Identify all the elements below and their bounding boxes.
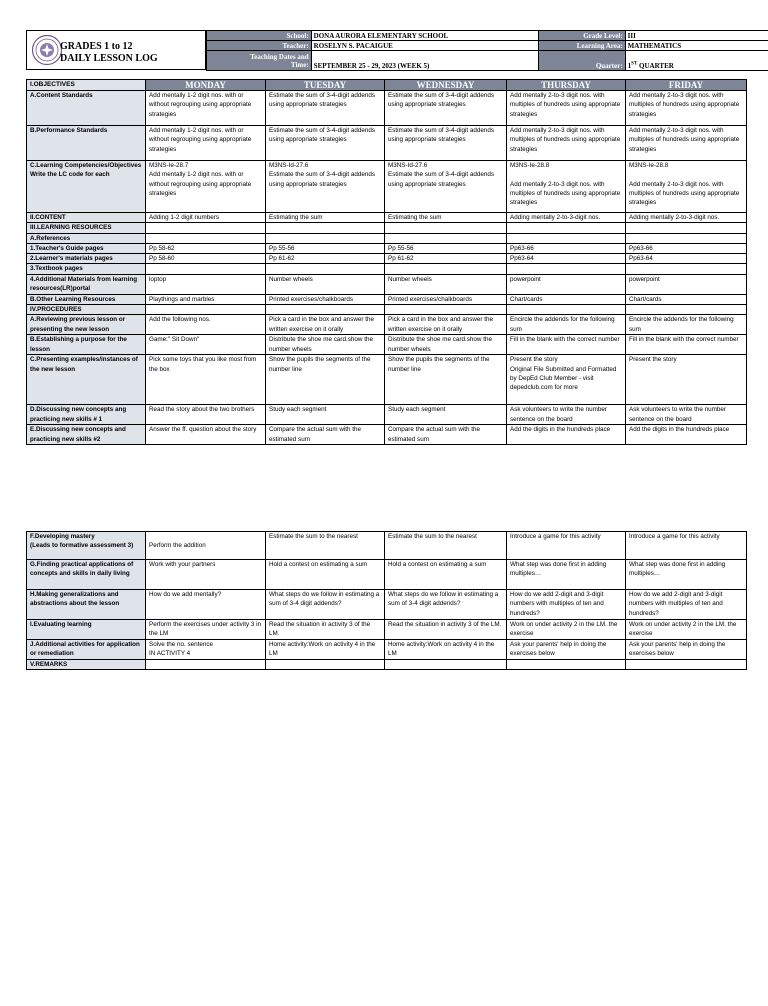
row-label: J.Additional activities for application or remediation [27,640,146,660]
row-label: II.CONTENT [27,213,146,223]
table-cell: Printed exercises/chalkboards [385,294,507,304]
table-cell [385,233,507,243]
teacher-label: Teacher: [207,41,312,51]
table-cell [626,233,747,243]
table-cell: Work on under activity 2 in the LM. the exercise [507,620,626,640]
table-cell [385,264,507,274]
table-cell: Perform the exercises under activity 3 in the LM [146,620,266,640]
quarter-text: QUARTER [637,62,674,70]
quarter-value [625,51,768,71]
table-cell: Chart/cards [507,294,626,304]
table-row [27,405,747,425]
logo-box [26,30,206,70]
row-label: G.Finding practical applications of concepts and skills in daily living [27,560,146,590]
table-cell: Adding mentally 2-to-3-digit nos. [626,213,747,223]
logo-line-2: DAILY LESSON LOG [60,53,158,64]
dates-label-line-1: Teaching Dates and [250,52,309,61]
row-label: B.Performance Standards [27,126,146,161]
lesson-log-table-1 [26,79,747,445]
table-cell: Ask your parents' help in doing the exercises below [626,640,747,660]
table-cell: Pp 58-60 [146,254,266,264]
table-row [27,233,747,243]
table-cell: Ask your parents' help in doing the exercises below [507,640,626,660]
row-label: C.Presenting examples/instances of the new lesson [27,355,146,405]
logo-line-1: GRADES 1 to 12 [60,41,133,52]
row-label: IV.PROCEDURES [27,305,146,315]
table-cell [626,660,747,670]
table-cell: Hold a contest on estimating a sum [385,560,507,590]
school-value: DONA AURORA ELEMENTARY SCHOOL [311,31,538,41]
table-cell: Add mentally 1-2 digit nos. with or without regrouping using appropriate strategies [146,126,266,161]
area-value: MATHEMATICS [625,41,768,51]
table-cell [626,223,747,233]
table-cell: Solve the no. sentence IN ACTIVITY 4 [146,640,266,660]
table-cell: M3NS-Id-27.6 Estimate the sum of 3-4-digit addends using appropriate strategies [385,161,507,213]
table-cell: Estimate the sum of 3-4-digit addends using appropriate strategies [385,126,507,161]
table-cell [266,233,385,243]
days-header-row [27,80,747,91]
day-friday: FRIDAY [626,80,747,91]
row-label: 1.Teacher's Guide pages [27,243,146,253]
table-cell: M3NS-Id-27.6 Estimate the sum of 3-4-digit addends using appropriate strategies [266,161,385,213]
table-row [27,91,747,126]
row-label: 3.Textbook pages [27,264,146,274]
table-row [27,640,747,660]
table-cell: Show the pupils the segments of the number line [385,355,507,405]
table-row [27,355,747,405]
table-cell: M3NS-Ie-28.8 Add mentally 2-to-3 digit nos. with multiples of hundreds using appropriate strategies [626,161,747,213]
table-cell: Playthings and marbles [146,294,266,304]
table-cell [507,660,626,670]
table-cell: Encircle the addends for the following sum [626,315,747,335]
teacher-value: ROSELYN S. PACAIGUE [311,41,538,51]
table-cell: Hold a contest on estimating a sum [266,560,385,590]
quarter-number: 1 [627,62,632,70]
table-row [27,294,747,304]
row-label: A.Content Standards [27,91,146,126]
dates-label [207,51,312,71]
table-cell [266,264,385,274]
table-cell: How do we add mentally? [146,590,266,620]
header [26,30,768,70]
table-row [27,315,747,335]
table-cell: Distribute the shoe me card.show the number wheels [266,335,385,355]
row-label: V.REMARKS [27,660,146,670]
day-wednesday: WEDNESDAY [385,80,507,91]
table-cell: Present the story Original File Submitted and Formatted by DepEd Club Member - visit depedclub.com for more [507,355,626,405]
lesson-log-table-2 [26,531,747,670]
row-label: H.Making generalizations and abstractions about the lesson [27,590,146,620]
table-row [27,425,747,445]
quarter-label: Quarter: [538,51,625,71]
table-cell: Estimate the sum to the nearest [266,532,385,560]
table-cell: Perform the addition [146,532,266,560]
table-row [27,213,747,223]
table-row [27,560,747,590]
table-row [27,223,747,233]
table-row [27,264,747,274]
row-label: 4.Additional Materials from learning resources(LR)portal [27,274,146,294]
row-label: B.Other Learning Resources [27,294,146,304]
table-cell: Add mentally 2-to-3 digit nos. with multiples of hundreds using appropriate strategies [507,126,626,161]
table-cell [385,223,507,233]
table-cell: Pp 55-56 [385,243,507,253]
table-row [27,161,747,213]
row-label: I.Evaluating learning [27,620,146,640]
table-cell: Pp63-64 [507,254,626,264]
table-cell: Pick some toys that you like most from the box [146,355,266,405]
table-row [27,590,747,620]
table-cell [507,264,626,274]
row-label: 2.Learner's materials pages [27,254,146,264]
table-cell: Present the story [626,355,747,405]
table-cell [266,660,385,670]
table-cell: Fill in the blank with the correct number [626,335,747,355]
table-cell: Adding mentally 2-to-3-digit nos. [507,213,626,223]
table-row [27,305,747,315]
row-label: A.References [27,233,146,243]
table-cell: Encircle the addends for the following sum [507,315,626,335]
dates-label-line-2: Time: [290,60,309,69]
table-cell: M3NS-Ie-28.7 Add mentally 1-2 digit nos. with or without regrouping using appropriate strategies [146,161,266,213]
row-label: C.Learning Competencies/Objectives Write the LC code for each [27,161,146,213]
row-label: A.Reviewing previous lesson or presenting the new lesson [27,315,146,335]
table-cell: Show the pupils the segments of the number line [266,355,385,405]
table-row [27,335,747,355]
school-label: School: [207,31,312,41]
grade-label: Grade Level: [538,31,625,41]
table-cell: Fill in the blank with the correct number [507,335,626,355]
quarter-suffix: ST [631,61,638,67]
table-cell: Read the story about the two brothers [146,405,266,425]
table-cell [626,264,747,274]
lesson-log-body-1 [27,91,747,445]
table-cell: M3NS-Ie-28.8 Add mentally 2-to-3 digit nos. with multiples of hundreds using appropriate strategies [507,161,626,213]
table-cell: Estimate the sum to the nearest [385,532,507,560]
table-cell [146,223,266,233]
area-label: Learning Area: [538,41,625,51]
table-cell: Number wheels [266,274,385,294]
table-cell: Read the situation in activity 3 of the LM. [266,620,385,640]
logo-text [60,41,158,65]
table-cell: Add mentally 2-to-3 digit nos. with multiples of hundreds using appropriate strategies [626,91,747,126]
table-cell [146,264,266,274]
table-cell: Introduce a game for this activity [507,532,626,560]
table-cell: Estimate the sum of 3-4-digit addends using appropriate strategies [266,126,385,161]
table-cell: powerpoint [507,274,626,294]
table-cell: How do we add 2-digit and 3-digit numbers with multiples of ten and hundreds? [507,590,626,620]
table-cell: Pp 61-62 [385,254,507,264]
table-cell: powerpoint [626,274,747,294]
table-cell [146,305,266,315]
table-cell: Home activity:Work on activity 4 in the LM [266,640,385,660]
table-cell: Ask volunteers to write the number sentence on the board [626,405,747,425]
table-cell [626,305,747,315]
table-cell: Work on under activity 2 in the LM. the exercise [626,620,747,640]
table-cell [385,660,507,670]
table-row [27,254,747,264]
table-cell: Add mentally 2-to-3 digit nos. with multiples of hundreds using appropriate strategies [626,126,747,161]
row-label: E.Discussing new concepts and practicing new skills #2 [27,425,146,445]
table-cell [507,233,626,243]
table-cell: Add mentally 2-to-3 digit nos. with multiples of hundreds using appropriate strategies [507,91,626,126]
table-cell: Study each segment [385,405,507,425]
table-cell: Pp 55-56 [266,243,385,253]
table-row [27,532,747,560]
table-cell: What steps do we follow in estimating a sum of 3-4 digit addends? [385,590,507,620]
table-cell: Pp63-66 [626,243,747,253]
table-cell: What step was done first in adding multiples… [507,560,626,590]
table-cell: Pp63-64 [626,254,747,264]
table-cell: Read the situation in activity 3 of the LM. [385,620,507,640]
table-cell: Pp 61-62 [266,254,385,264]
row-label: III.LEARNING RESOURCES [27,223,146,233]
table-cell: Introduce a game for this activity [626,532,747,560]
row-label: F.Developing mastery (Leads to formative assessment 3) [27,532,146,560]
table-cell: Add the following nos. [146,315,266,335]
table-cell: Estimating the sum [266,213,385,223]
table-cell [266,305,385,315]
table-cell: Estimate the sum of 3-4-digit addends using appropriate strategies [385,91,507,126]
table-cell: Pp 58-62 [146,243,266,253]
day-tuesday: TUESDAY [266,80,385,91]
table-cell: Add the digits in the hundreds place [626,425,747,445]
table-cell [146,233,266,243]
table-cell: How do we add 2-digit and 3-digit numbers with multiples of ten and hundreds? [626,590,747,620]
table-row [27,660,747,670]
table-cell: What steps do we follow in estimating a sum of 3-4 digit addends? [266,590,385,620]
table-cell: Home activity:Work on activity 4 in the LM [385,640,507,660]
table-cell: Game:" Sit Down" [146,335,266,355]
table-cell [266,223,385,233]
table-cell: Ask volunteers to write the number sentence on the board [507,405,626,425]
table-cell [385,305,507,315]
table-cell: Add mentally 1-2 digit nos. with or without regrouping using appropriate strategies [146,91,266,126]
table-cell: Pick a card in the box and answer the written exercise on it orally [385,315,507,335]
table-cell: Pp63-66 [507,243,626,253]
table-cell: Adding 1-2 digit numbers [146,213,266,223]
table-row [27,243,747,253]
day-monday: MONDAY [146,80,266,91]
info-table [206,30,768,71]
table-cell: Number wheels [385,274,507,294]
table-cell: Pick a card in the box and answer the written exercise on it orally [266,315,385,335]
table-row [27,126,747,161]
row-label: D.Discussing new concepts ang practicing new skills # 1 [27,405,146,425]
table-cell: loptop [146,274,266,294]
table-cell: Estimating the sum [385,213,507,223]
dates-value: SEPTEMBER 25 - 29, 2023 (WEEK 5) [311,51,538,71]
table-cell: What step was done first in adding multiples… [626,560,747,590]
table-cell: Compare the actual sum with the estimated sum [385,425,507,445]
table-cell: Distribute the shoe me card.show the number wheels [385,335,507,355]
lesson-log-body-2 [27,532,747,670]
table-cell: Estimate the sum of 3-4-digit addends using appropriate strategies [266,91,385,126]
grade-value: III [625,31,768,41]
table-row [27,274,747,294]
table-cell [507,223,626,233]
table-cell: Chart/cards [626,294,747,304]
table-cell: Work with your partners [146,560,266,590]
table-cell: Add the digits in the hundreds place [507,425,626,445]
table-cell [507,305,626,315]
day-thursday: THURSDAY [507,80,626,91]
table-row [27,620,747,640]
table-cell: Printed exercises/chalkboards [266,294,385,304]
row-label: B.Establishing a purpose for the lesson [27,335,146,355]
table-cell: Answer the ff. question about the story [146,425,266,445]
table-cell [146,660,266,670]
objectives-heading: I.OBJECTIVES [27,80,146,91]
table-cell: Study each segment [266,405,385,425]
table-cell: Compare the actual sum with the estimated sum [266,425,385,445]
deped-seal-icon [31,34,63,66]
